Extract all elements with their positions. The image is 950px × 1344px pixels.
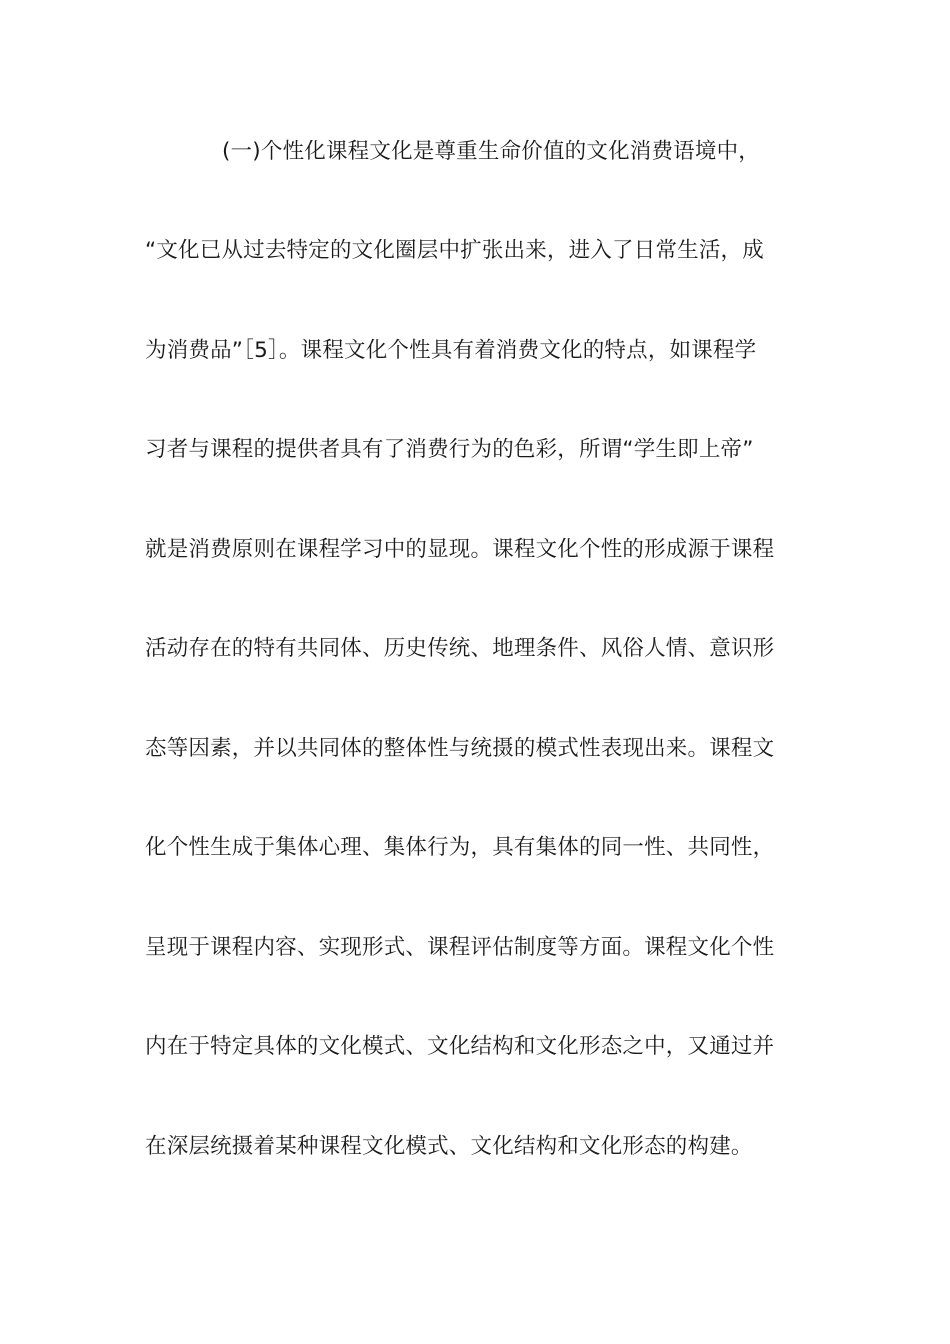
- paragraph-line: 态等因素，并以共同体的整体性与统摄的模式性表现出来。课程文: [145, 736, 775, 761]
- paragraph-line: 化个性生成于集体心理、集体行为，具有集体的同一性、共同性，: [145, 835, 775, 860]
- paragraph-line: 在深层统摄着某种课程文化模式、文化结构和文化形态的构建。: [145, 1134, 753, 1159]
- paragraph-line: 内在于特定具体的文化模式、文化结构和文化形态之中，又通过并: [145, 1034, 775, 1059]
- paragraph-line: (一)个性化课程文化是尊重生命价值的文化消费语境中，: [222, 139, 760, 164]
- paragraph-line: 呈现于课程内容、实现形式、课程评估制度等方面。课程文化个性: [145, 935, 775, 960]
- paragraph-line: “文化已从过去特定的文化圈层中扩张出来，进入了日常生活，成: [145, 238, 764, 263]
- paragraph-line: 为消费品”［5］。课程文化个性具有着消费文化的特点，如课程学: [145, 338, 757, 363]
- paragraph-line: 就是消费原则在课程学习中的显现。课程文化个性的形成源于课程: [145, 537, 775, 562]
- paragraph-line: 活动存在的特有共同体、历史传统、地理条件、风俗人情、意识形: [145, 636, 775, 661]
- paragraph-line: 习者与课程的提供者具有了消费行为的色彩，所谓“学生即上帝”: [145, 437, 754, 462]
